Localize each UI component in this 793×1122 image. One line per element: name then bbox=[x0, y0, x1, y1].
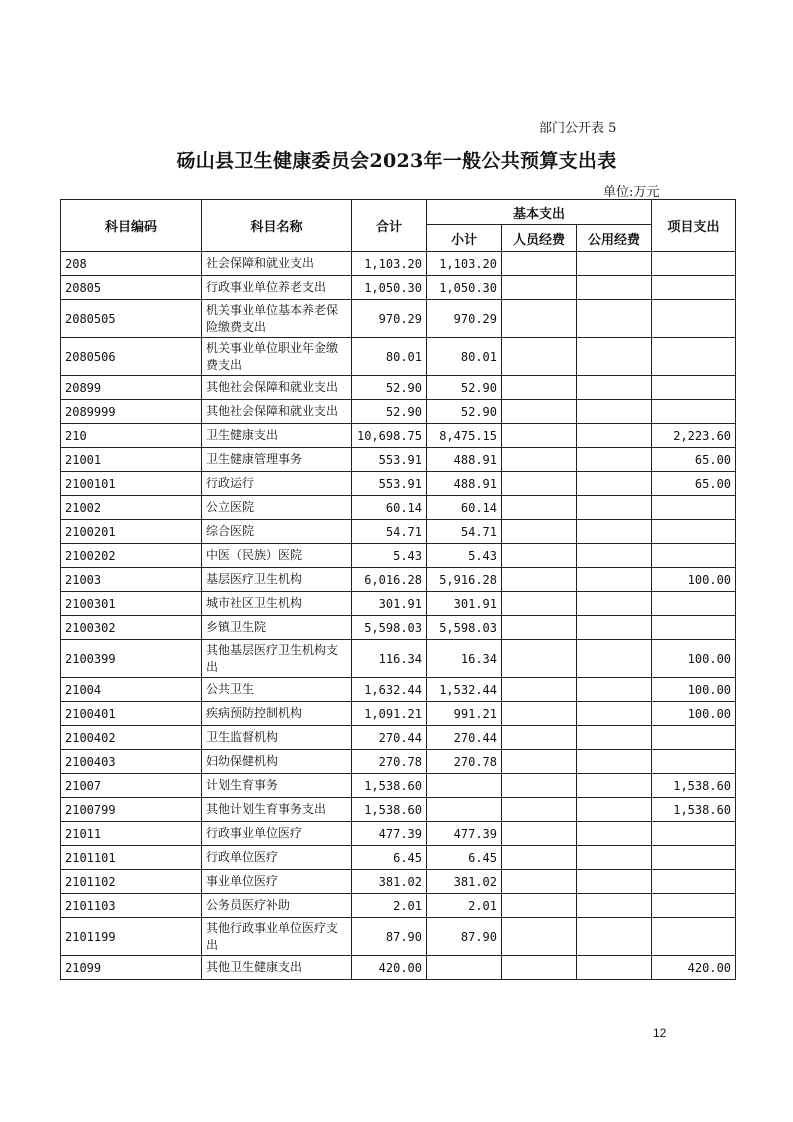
row-subtotal: 87.90 bbox=[427, 918, 502, 956]
row-public bbox=[577, 798, 652, 822]
table-body bbox=[61, 252, 736, 980]
row-project: 1,538.60 bbox=[652, 798, 736, 822]
document-title: 砀山县卫生健康委员会2023年一般公共预算支出表 bbox=[176, 150, 617, 172]
row-subtotal: 8,475.15 bbox=[427, 424, 502, 448]
row-personnel bbox=[502, 640, 577, 678]
row-code: 21007 bbox=[61, 774, 202, 798]
row-name: 行政事业单位医疗 bbox=[202, 822, 352, 846]
row-subtotal: 270.78 bbox=[427, 750, 502, 774]
row-code: 2100301 bbox=[61, 592, 202, 616]
row-code: 2100302 bbox=[61, 616, 202, 640]
row-name: 机关事业单位职业年金缴费支出 bbox=[202, 338, 352, 376]
row-personnel bbox=[502, 702, 577, 726]
row-code: 2100401 bbox=[61, 702, 202, 726]
row-project: 100.00 bbox=[652, 640, 736, 678]
row-subtotal bbox=[427, 956, 502, 980]
row-personnel bbox=[502, 616, 577, 640]
header-public: 公用经费 bbox=[577, 225, 652, 252]
row-name: 行政事业单位养老支出 bbox=[202, 276, 352, 300]
header-total: 合计 bbox=[352, 200, 427, 252]
table-row bbox=[61, 544, 736, 568]
row-name: 其他卫生健康支出 bbox=[202, 956, 352, 980]
row-code: 2100101 bbox=[61, 472, 202, 496]
row-total: 52.90 bbox=[352, 400, 427, 424]
table-row bbox=[61, 448, 736, 472]
header-code: 科目编码 bbox=[61, 200, 202, 252]
budget-table bbox=[60, 199, 736, 980]
table-row bbox=[61, 400, 736, 424]
row-public bbox=[577, 592, 652, 616]
row-total: 477.39 bbox=[352, 822, 427, 846]
table-row bbox=[61, 616, 736, 640]
row-total: 970.29 bbox=[352, 300, 427, 338]
row-public bbox=[577, 726, 652, 750]
row-total: 420.00 bbox=[352, 956, 427, 980]
row-personnel bbox=[502, 846, 577, 870]
row-public bbox=[577, 956, 652, 980]
row-public bbox=[577, 678, 652, 702]
row-personnel bbox=[502, 870, 577, 894]
row-name: 卫生监督机构 bbox=[202, 726, 352, 750]
row-name: 城市社区卫生机构 bbox=[202, 592, 352, 616]
row-total: 553.91 bbox=[352, 448, 427, 472]
row-public bbox=[577, 894, 652, 918]
row-name: 事业单位医疗 bbox=[202, 870, 352, 894]
row-public bbox=[577, 918, 652, 956]
row-total: 1,538.60 bbox=[352, 774, 427, 798]
row-name: 社会保障和就业支出 bbox=[202, 252, 352, 276]
row-personnel bbox=[502, 520, 577, 544]
row-name: 其他基层医疗卫生机构支出 bbox=[202, 640, 352, 678]
row-personnel bbox=[502, 918, 577, 956]
row-public bbox=[577, 400, 652, 424]
row-personnel bbox=[502, 252, 577, 276]
row-name: 其他计划生育事务支出 bbox=[202, 798, 352, 822]
row-name: 其他社会保障和就业支出 bbox=[202, 400, 352, 424]
row-personnel bbox=[502, 956, 577, 980]
row-project bbox=[652, 252, 736, 276]
table-row bbox=[61, 678, 736, 702]
table-row bbox=[61, 870, 736, 894]
row-total: 270.44 bbox=[352, 726, 427, 750]
row-total: 1,103.20 bbox=[352, 252, 427, 276]
row-personnel bbox=[502, 568, 577, 592]
table-row bbox=[61, 472, 736, 496]
row-personnel bbox=[502, 894, 577, 918]
row-personnel bbox=[502, 472, 577, 496]
row-public bbox=[577, 640, 652, 678]
table-row bbox=[61, 822, 736, 846]
row-code: 21003 bbox=[61, 568, 202, 592]
table-row bbox=[61, 702, 736, 726]
row-project bbox=[652, 544, 736, 568]
row-total: 6,016.28 bbox=[352, 568, 427, 592]
row-total: 10,698.75 bbox=[352, 424, 427, 448]
header-subtotal: 小计 bbox=[427, 225, 502, 252]
table-row bbox=[61, 894, 736, 918]
row-code: 2100201 bbox=[61, 520, 202, 544]
row-public bbox=[577, 338, 652, 376]
row-project bbox=[652, 870, 736, 894]
row-subtotal: 6.45 bbox=[427, 846, 502, 870]
row-code: 21004 bbox=[61, 678, 202, 702]
row-total: 301.91 bbox=[352, 592, 427, 616]
row-personnel bbox=[502, 496, 577, 520]
row-subtotal: 5.43 bbox=[427, 544, 502, 568]
row-name: 计划生育事务 bbox=[202, 774, 352, 798]
table-row bbox=[61, 300, 736, 338]
table-row bbox=[61, 846, 736, 870]
row-subtotal: 2.01 bbox=[427, 894, 502, 918]
row-name: 公立医院 bbox=[202, 496, 352, 520]
row-name: 公共卫生 bbox=[202, 678, 352, 702]
row-subtotal: 5,598.03 bbox=[427, 616, 502, 640]
row-personnel bbox=[502, 678, 577, 702]
row-public bbox=[577, 252, 652, 276]
row-public bbox=[577, 702, 652, 726]
row-subtotal: 16.34 bbox=[427, 640, 502, 678]
row-project bbox=[652, 300, 736, 338]
row-project bbox=[652, 750, 736, 774]
table-row bbox=[61, 252, 736, 276]
row-total: 116.34 bbox=[352, 640, 427, 678]
row-personnel bbox=[502, 400, 577, 424]
row-total: 1,050.30 bbox=[352, 276, 427, 300]
row-personnel bbox=[502, 376, 577, 400]
row-project bbox=[652, 520, 736, 544]
row-subtotal: 52.90 bbox=[427, 400, 502, 424]
table-row bbox=[61, 376, 736, 400]
row-project bbox=[652, 338, 736, 376]
row-personnel bbox=[502, 774, 577, 798]
row-code: 21099 bbox=[61, 956, 202, 980]
table-row bbox=[61, 918, 736, 956]
row-public bbox=[577, 616, 652, 640]
row-subtotal: 60.14 bbox=[427, 496, 502, 520]
table-row bbox=[61, 496, 736, 520]
row-public bbox=[577, 870, 652, 894]
row-subtotal: 1,532.44 bbox=[427, 678, 502, 702]
row-project bbox=[652, 894, 736, 918]
header-basic: 基本支出 bbox=[427, 200, 652, 225]
row-personnel bbox=[502, 544, 577, 568]
row-code: 20805 bbox=[61, 276, 202, 300]
table-row bbox=[61, 750, 736, 774]
row-subtotal: 301.91 bbox=[427, 592, 502, 616]
row-personnel bbox=[502, 448, 577, 472]
row-name: 妇幼保健机构 bbox=[202, 750, 352, 774]
row-project bbox=[652, 918, 736, 956]
row-code: 2100399 bbox=[61, 640, 202, 678]
row-name: 其他行政事业单位医疗支出 bbox=[202, 918, 352, 956]
row-code: 2101103 bbox=[61, 894, 202, 918]
row-code: 210 bbox=[61, 424, 202, 448]
table-row bbox=[61, 798, 736, 822]
row-code: 2080505 bbox=[61, 300, 202, 338]
row-personnel bbox=[502, 750, 577, 774]
row-total: 5,598.03 bbox=[352, 616, 427, 640]
row-public bbox=[577, 544, 652, 568]
row-name: 基层医疗卫生机构 bbox=[202, 568, 352, 592]
row-personnel bbox=[502, 798, 577, 822]
row-name: 乡镇卫生院 bbox=[202, 616, 352, 640]
row-project: 65.00 bbox=[652, 448, 736, 472]
row-project bbox=[652, 496, 736, 520]
row-public bbox=[577, 496, 652, 520]
row-subtotal: 54.71 bbox=[427, 520, 502, 544]
row-total: 54.71 bbox=[352, 520, 427, 544]
table-row bbox=[61, 338, 736, 376]
row-total: 381.02 bbox=[352, 870, 427, 894]
row-project bbox=[652, 726, 736, 750]
row-subtotal: 52.90 bbox=[427, 376, 502, 400]
table-row bbox=[61, 592, 736, 616]
table-row bbox=[61, 276, 736, 300]
row-personnel bbox=[502, 822, 577, 846]
row-public bbox=[577, 276, 652, 300]
row-public bbox=[577, 520, 652, 544]
row-code: 2100403 bbox=[61, 750, 202, 774]
row-public bbox=[577, 750, 652, 774]
row-code: 2100799 bbox=[61, 798, 202, 822]
row-total: 80.01 bbox=[352, 338, 427, 376]
row-subtotal: 970.29 bbox=[427, 300, 502, 338]
row-personnel bbox=[502, 300, 577, 338]
form-label: 部门公开表 5 bbox=[539, 121, 617, 136]
row-code: 21002 bbox=[61, 496, 202, 520]
table-row bbox=[61, 956, 736, 980]
row-public bbox=[577, 376, 652, 400]
row-total: 60.14 bbox=[352, 496, 427, 520]
row-subtotal: 477.39 bbox=[427, 822, 502, 846]
row-project: 65.00 bbox=[652, 472, 736, 496]
row-personnel bbox=[502, 726, 577, 750]
row-total: 1,091.21 bbox=[352, 702, 427, 726]
row-code: 2080506 bbox=[61, 338, 202, 376]
row-public bbox=[577, 774, 652, 798]
table-row bbox=[61, 726, 736, 750]
table-row bbox=[61, 520, 736, 544]
row-public bbox=[577, 822, 652, 846]
row-code: 21011 bbox=[61, 822, 202, 846]
header-name: 科目名称 bbox=[202, 200, 352, 252]
row-public bbox=[577, 472, 652, 496]
row-code: 21001 bbox=[61, 448, 202, 472]
row-personnel bbox=[502, 276, 577, 300]
row-public bbox=[577, 846, 652, 870]
table-row bbox=[61, 424, 736, 448]
row-project bbox=[652, 846, 736, 870]
row-name: 综合医院 bbox=[202, 520, 352, 544]
unit-label: 单位:万元 bbox=[603, 185, 660, 200]
header-project: 项目支出 bbox=[652, 200, 736, 252]
row-public bbox=[577, 568, 652, 592]
row-name: 公务员医疗补助 bbox=[202, 894, 352, 918]
row-total: 1,538.60 bbox=[352, 798, 427, 822]
table-row bbox=[61, 640, 736, 678]
row-total: 553.91 bbox=[352, 472, 427, 496]
row-public bbox=[577, 448, 652, 472]
header-personnel: 人员经费 bbox=[502, 225, 577, 252]
row-name: 卫生健康管理事务 bbox=[202, 448, 352, 472]
row-code: 208 bbox=[61, 252, 202, 276]
row-name: 其他社会保障和就业支出 bbox=[202, 376, 352, 400]
row-subtotal bbox=[427, 774, 502, 798]
row-project bbox=[652, 400, 736, 424]
row-project bbox=[652, 822, 736, 846]
row-code: 2100402 bbox=[61, 726, 202, 750]
row-total: 5.43 bbox=[352, 544, 427, 568]
row-name: 疾病预防控制机构 bbox=[202, 702, 352, 726]
row-total: 6.45 bbox=[352, 846, 427, 870]
row-project bbox=[652, 376, 736, 400]
row-name: 行政单位医疗 bbox=[202, 846, 352, 870]
row-name: 中医（民族）医院 bbox=[202, 544, 352, 568]
row-code: 20899 bbox=[61, 376, 202, 400]
row-code: 2089999 bbox=[61, 400, 202, 424]
row-project: 2,223.60 bbox=[652, 424, 736, 448]
row-subtotal: 1,103.20 bbox=[427, 252, 502, 276]
row-project: 100.00 bbox=[652, 702, 736, 726]
table-row bbox=[61, 774, 736, 798]
row-code: 2101199 bbox=[61, 918, 202, 956]
page-number: 12 bbox=[653, 1026, 667, 1040]
row-subtotal: 1,050.30 bbox=[427, 276, 502, 300]
row-name: 卫生健康支出 bbox=[202, 424, 352, 448]
row-project: 420.00 bbox=[652, 956, 736, 980]
row-personnel bbox=[502, 424, 577, 448]
row-project: 1,538.60 bbox=[652, 774, 736, 798]
table-row bbox=[61, 568, 736, 592]
row-name: 行政运行 bbox=[202, 472, 352, 496]
row-subtotal: 80.01 bbox=[427, 338, 502, 376]
row-total: 1,632.44 bbox=[352, 678, 427, 702]
row-public bbox=[577, 300, 652, 338]
row-project: 100.00 bbox=[652, 678, 736, 702]
row-subtotal bbox=[427, 798, 502, 822]
row-subtotal: 991.21 bbox=[427, 702, 502, 726]
row-public bbox=[577, 424, 652, 448]
row-subtotal: 488.91 bbox=[427, 448, 502, 472]
row-project: 100.00 bbox=[652, 568, 736, 592]
row-subtotal: 381.02 bbox=[427, 870, 502, 894]
row-project bbox=[652, 276, 736, 300]
row-code: 2101102 bbox=[61, 870, 202, 894]
row-code: 2101101 bbox=[61, 846, 202, 870]
row-name: 机关事业单位基本养老保险缴费支出 bbox=[202, 300, 352, 338]
row-subtotal: 488.91 bbox=[427, 472, 502, 496]
row-project bbox=[652, 616, 736, 640]
row-total: 87.90 bbox=[352, 918, 427, 956]
row-personnel bbox=[502, 338, 577, 376]
row-total: 270.78 bbox=[352, 750, 427, 774]
row-total: 2.01 bbox=[352, 894, 427, 918]
row-code: 2100202 bbox=[61, 544, 202, 568]
row-total: 52.90 bbox=[352, 376, 427, 400]
row-personnel bbox=[502, 592, 577, 616]
row-subtotal: 270.44 bbox=[427, 726, 502, 750]
row-subtotal: 5,916.28 bbox=[427, 568, 502, 592]
row-project bbox=[652, 592, 736, 616]
